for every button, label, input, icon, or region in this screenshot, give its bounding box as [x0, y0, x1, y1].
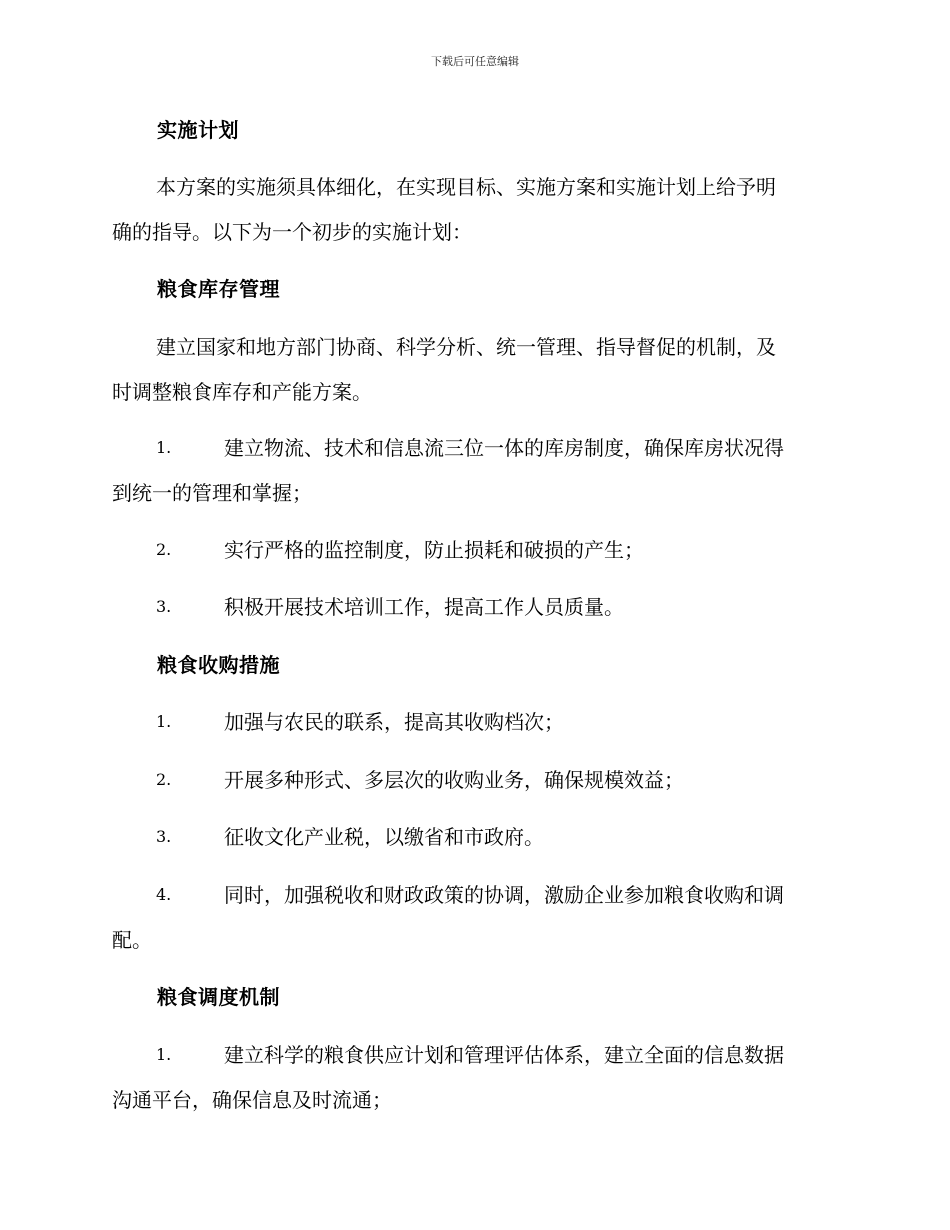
- list-item-text: 实行严格的监控制度，防止损耗和破损的产生；: [224, 538, 644, 562]
- list-item-number: 2.: [156, 770, 172, 789]
- list-item-number: 1.: [156, 712, 172, 731]
- list-item-continuation: 沟通平台，确保信息及时流通；: [112, 1088, 392, 1112]
- paragraph-line: 时调整粮食库存和产能方案。: [112, 380, 372, 404]
- paragraph-line: 建立国家和地方部门协商、科学分析、统一管理、指导督促的机制，及: [156, 335, 776, 359]
- list-item-text: 加强与农民的联系，提高其收购档次；: [224, 710, 564, 734]
- list-item-number: 1.: [156, 438, 172, 457]
- list-item-continuation: 到统一的管理和掌握；: [112, 481, 312, 505]
- paragraph-line: 确的指导。以下为一个初步的实施计划：: [112, 220, 472, 244]
- list-item-line: [112, 593, 836, 621]
- list-item-continuation: 配。: [112, 928, 152, 952]
- list-item-number: 2.: [156, 540, 172, 559]
- list-item: [112, 434, 836, 507]
- paragraph-line: 本方案的实施须具体细化，在实现目标、实施方案和实施计划上给予明: [156, 175, 776, 199]
- section-heading-dispatch-mechanism: 粮食调度机制: [157, 985, 280, 1009]
- list-item-text: 积极开展技术培训工作，提高工作人员质量。: [224, 595, 624, 619]
- section-heading-implementation-plan: 实施计划: [157, 118, 239, 142]
- list-item-line: [112, 1041, 836, 1069]
- list-item-number: 4.: [156, 885, 172, 904]
- list-item-text: 建立科学的粮食供应计划和管理评估体系，建立全面的信息数据: [224, 1043, 784, 1067]
- inventory-paragraph: [112, 333, 836, 406]
- list-item: [112, 536, 836, 564]
- section-heading-purchase-measures: 粮食收购措施: [157, 653, 280, 677]
- list-item: [112, 823, 836, 851]
- intro-paragraph: [112, 173, 836, 246]
- list-item-line: [112, 766, 836, 794]
- list-item: [112, 593, 836, 621]
- list-item-number: 3.: [156, 827, 172, 846]
- list-item-number: 1.: [156, 1045, 172, 1064]
- list-item-text: 征收文化产业税，以缴省和市政府。: [224, 825, 544, 849]
- list-item-text: 建立物流、技术和信息流三位一体的库房制度，确保库房状况得: [224, 436, 784, 460]
- list-item-number: 3.: [156, 597, 172, 616]
- list-item-line: [112, 881, 836, 909]
- list-item: [112, 766, 836, 794]
- list-item: [112, 881, 836, 954]
- list-item: [112, 1041, 836, 1114]
- section-heading-inventory-management: 粮食库存管理: [157, 277, 280, 301]
- list-item-line: [112, 823, 836, 851]
- list-item-text: 开展多种形式、多层次的收购业务，确保规模效益；: [224, 768, 684, 792]
- list-item: [112, 708, 836, 736]
- list-item-line: [112, 434, 836, 462]
- list-item-line: [112, 708, 836, 736]
- page-header-watermark: 下载后可任意编辑: [431, 55, 519, 68]
- list-item-line: [112, 536, 836, 564]
- list-item-text: 同时，加强税收和财政政策的协调，激励企业参加粮食收购和调: [224, 883, 784, 907]
